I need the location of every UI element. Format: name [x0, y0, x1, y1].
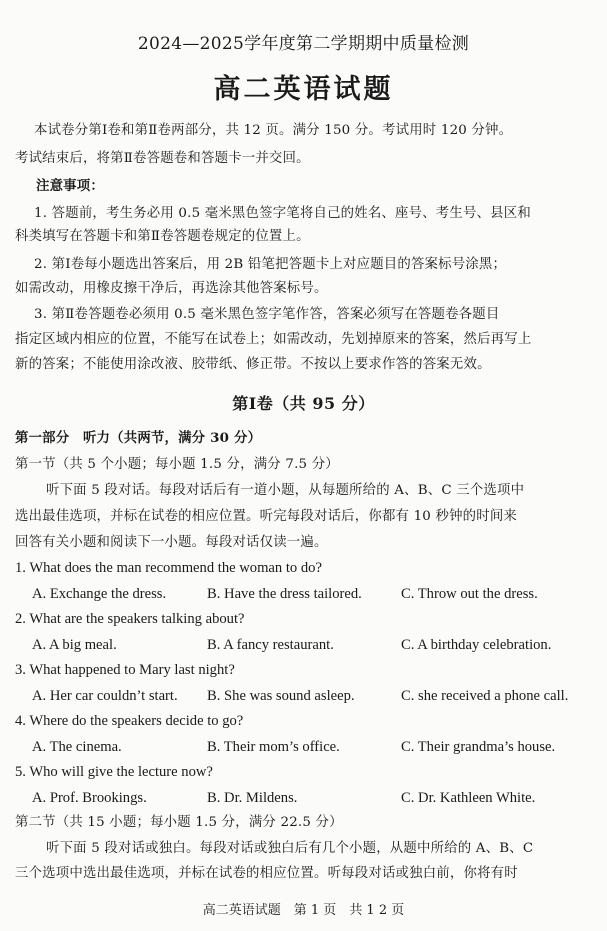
- question-4-option-b: B. Their mom’s office.: [207, 739, 340, 755]
- note-3-line-2: 指定区域内相应的位置，不能写在试卷上；如需改动，先划掉原来的答案，然后再写上: [15, 332, 532, 347]
- note-1-line-2: 科类填写在答题卡和第Ⅱ卷答题卷规定的位置上。: [15, 229, 310, 244]
- section-2-instr-line-2: 三个选项中选出最佳选项，并标在试卷的相应位置。听每段对话或独白前，你将有时: [15, 866, 518, 881]
- question-4-option-a: A. The cinema.: [32, 739, 122, 755]
- exam-title: 2024—2025学年度第二学期期中质量检测: [137, 34, 470, 54]
- question-4-option-c: C. Their grandma’s house.: [401, 739, 556, 755]
- section-1-instr-line-1: 听下面 5 段对话。每段对话后有一道小题，从每题所给的 A、B、C 三个选项中: [46, 483, 525, 498]
- question-1-stem: 1. What does the man recommend the woman to do?: [15, 560, 322, 576]
- question-1-option-c: C. Throw out the dress.: [401, 586, 538, 602]
- question-5-option-b: B. Dr. Mildens.: [207, 790, 298, 806]
- page-footer: 高二英语试题 第 1 页 共 1 2 页: [202, 903, 405, 918]
- note-2-line-1: 2. 第Ⅰ卷每小题选出答案后，用 2B 铅笔把答题卡上对应题目的答案标号涂黑；: [34, 257, 507, 272]
- section-1-instr-line-3: 回答有关小题和阅读下一小题。每段对话仅读一遍。: [15, 535, 328, 550]
- intro-line-1: 本试卷分第Ⅰ卷和第Ⅱ卷两部分，共 12 页。满分 150 分。考试用时 120 分钟。: [34, 123, 513, 138]
- note-2-line-2: 如需改动，用橡皮擦干净后，再选涂其他答案标号。: [15, 281, 328, 296]
- question-3-option-a: A. Her car couldn’t start.: [32, 688, 178, 704]
- question-1-option-a: A. Exchange the dress.: [32, 586, 167, 602]
- note-3-line-1: 3. 第Ⅱ卷答题卷必须用 0.5 毫米黑色签字笔作答，答案必须写在答题卷各题目: [34, 307, 500, 322]
- note-1-line-1: 1. 答题前，考生务必用 0.5 毫米黑色签字笔将自己的姓名、座号、考生号、县区和: [34, 206, 531, 221]
- question-2-option-b: B. A fancy restaurant.: [207, 637, 334, 653]
- part-1-heading: 第一部分 听力（共两节，满分 30 分）: [15, 430, 262, 446]
- section-1-instr-line-2: 选出最佳选项，并标在试卷的相应位置。听完每段对话后，你都有 10 秒钟的时间来: [15, 509, 518, 524]
- question-2-option-a: A. A big meal.: [32, 637, 117, 653]
- question-5-option-c: C. Dr. Kathleen White.: [401, 790, 536, 806]
- question-5-stem: 5. Who will give the lecture now?: [15, 764, 213, 780]
- question-3-option-b: B. She was sound asleep.: [207, 688, 355, 704]
- question-5-option-a: A. Prof. Brookings.: [32, 790, 147, 806]
- question-2-option-c: C. A birthday celebration.: [401, 637, 552, 653]
- question-2-stem: 2. What are the speakers talking about?: [15, 611, 245, 627]
- section-2-instr-line-1: 听下面 5 段对话或独白。每段对话或独白后有几个小题，从题中所给的 A、B、C: [46, 841, 534, 856]
- section-2-heading: 第二节（共 15 小题；每小题 1.5 分，满分 22.5 分）: [15, 815, 343, 830]
- notes-heading: 注意事项：: [36, 178, 104, 194]
- volume-1-title: 第Ⅰ卷（共 95 分）: [232, 394, 375, 413]
- question-1-option-b: B. Have the dress tailored.: [207, 586, 362, 602]
- subject-title: 高二英语试题: [213, 74, 394, 105]
- intro-line-2: 考试结束后，将第Ⅱ卷答题卷和答题卡一并交回。: [15, 151, 310, 166]
- note-3-line-3: 新的答案；不能使用涂改液、胶带纸、修正带。不按以上要求作答的答案无效。: [15, 357, 491, 372]
- section-1-heading: 第一节（共 5 个小题；每小题 1.5 分，满分 7.5 分）: [15, 457, 339, 472]
- question-3-stem: 3. What happened to Mary last night?: [15, 662, 235, 678]
- question-4-stem: 4. Where do the speakers decide to go?: [15, 713, 244, 729]
- question-3-option-c: C. she received a phone call.: [401, 688, 569, 704]
